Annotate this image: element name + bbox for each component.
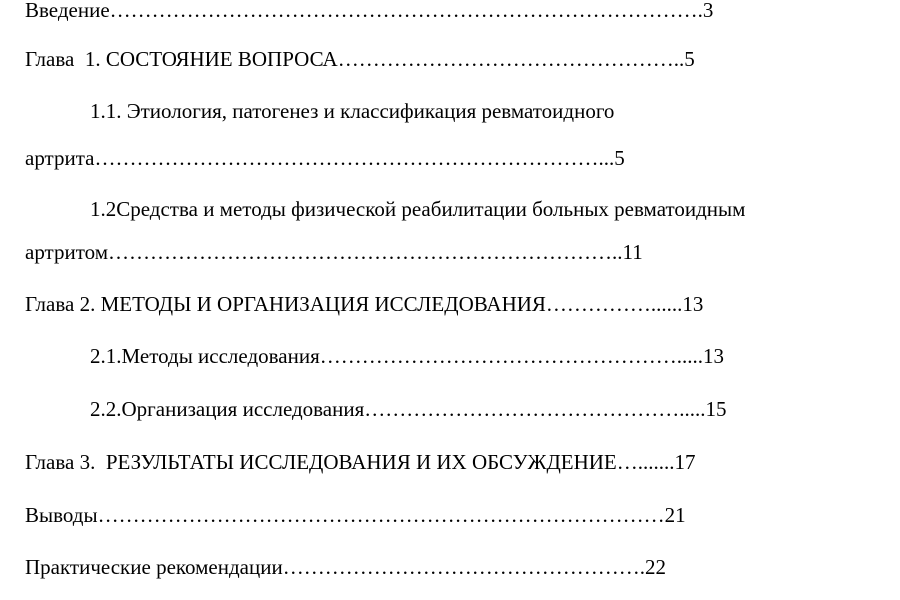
toc-entry-chapter-2: Глава 2. МЕТОДЫ И ОРГАНИЗАЦИЯ ИССЛЕДОВАНИЯ……………......13 [25,292,704,316]
toc-entry-section-2-2: 2.2.Организация исследования……………………………………….....15 [90,397,727,421]
toc-entry-chapter-1: Глава 1. СОСТОЯНИЕ ВОПРОСА…………………………………………..5 [25,47,695,71]
toc-entry-introduction: Введение………………………………………………………………………….3 [25,0,714,22]
toc-entry-section-1-2-continuation: артритом………………………………………………………………..11 [25,240,643,264]
toc-entry-section-1-2-title: 1.2Средства и методы физической реабилитации больных ревматоидным [90,197,746,221]
toc-entry-section-1-1-continuation: артрита………………………………………………………………...5 [25,146,625,170]
toc-entry-practical-recommendations: Практические рекомендации…………………………………………….22 [25,555,666,579]
toc-entry-section-2-1: 2.1.Методы исследования…………………………………………….....13 [90,344,724,368]
toc-entry-section-1-1-title: 1.1. Этиология, патогенез и классификация ревматоидного [90,99,615,123]
toc-entry-chapter-3: Глава 3. РЕЗУЛЬТАТЫ ИССЛЕДОВАНИЯ И ИХ ОБСУЖДЕНИЕ….......17 [25,450,696,474]
toc-entry-conclusions: Выводы………………………………………………………………………21 [25,503,686,527]
